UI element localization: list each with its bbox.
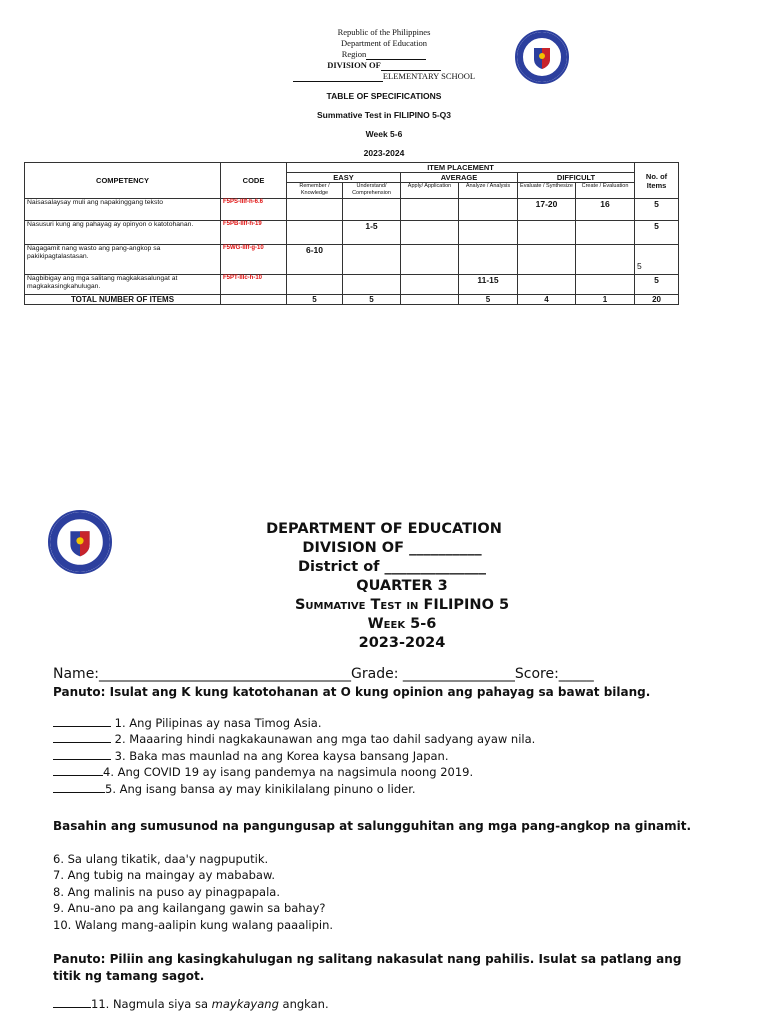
- test-part-1: [53, 684, 753, 797]
- item-count-cell: 5: [635, 221, 679, 245]
- understand-cell: [343, 275, 401, 295]
- answer-blank[interactable]: [53, 749, 111, 760]
- header-deped: DEPARTMENT OF EDUCATION: [266, 521, 502, 537]
- analyze-cell: 11-15: [459, 275, 518, 295]
- competency-cell: Nasusuri kung ang pahayag ay opinyon o katotohanan.: [25, 221, 221, 245]
- list-item: 6. Sa ulang tikatik, daa'y nagpuputik.: [53, 851, 269, 866]
- item-count-cell: 5: [635, 199, 679, 221]
- header-division: DIVISION OF: [327, 60, 381, 70]
- create-cell: [576, 245, 635, 275]
- item-count-cell: 5: [635, 245, 679, 275]
- list-item: 11. Nagmula siya sa maykayang angkan.: [53, 996, 713, 1013]
- total-label: TOTAL NUMBER OF ITEMS: [25, 295, 221, 305]
- instructions-2: Basahin ang sumusunod na pangungusap at salungguhitan ang mga pang-angkop na ginamit.: [53, 819, 692, 833]
- table-row: [25, 245, 679, 275]
- competency-cell: Nagbibigay ang mga salitang magkakasalungat at magkakasingkahulugan.: [25, 275, 221, 295]
- header-school: ELEMENTARY SCHOOL: [382, 71, 476, 81]
- list-item: 8. Ang malinis na puso ay pinagpapala.: [53, 884, 281, 899]
- region-blank: [366, 50, 426, 60]
- table-row: [25, 221, 679, 245]
- tos-subtitle: Summative Test in FILIPINO 5-Q3: [317, 110, 451, 120]
- apply-cell: [401, 221, 459, 245]
- division-blank: [381, 61, 441, 71]
- header-year: 2023-2024: [358, 635, 446, 651]
- header-region: Region: [341, 49, 367, 59]
- tos-title: TABLE OF SPECIFICATIONS: [326, 91, 442, 101]
- create-cell: [576, 275, 635, 295]
- answer-blank[interactable]: [53, 716, 111, 727]
- understand-cell: [343, 245, 401, 275]
- remember-cell: [287, 221, 343, 245]
- list-item: 1. Ang Pilipinas ay nasa Timog Asia.: [53, 715, 753, 732]
- apply-cell: [401, 199, 459, 221]
- total-items: 20: [635, 295, 679, 305]
- list-item: 3. Baka mas maunlad na ang Korea kaysa bansang Japan.: [53, 748, 753, 765]
- school-blank: [293, 72, 383, 82]
- tos-year: 2023-2024: [363, 148, 405, 158]
- evaluate-cell: [518, 275, 576, 295]
- code-cell: F5WG-IIIf-g-10: [221, 245, 287, 275]
- th-remember: Remember / Knowledge: [287, 183, 343, 199]
- tos-week: Week 5-6: [365, 129, 403, 139]
- th-competency: COMPETENCY: [25, 163, 221, 199]
- understand-cell: [343, 199, 401, 221]
- code-cell: F5PS-IIIf-h-6.6: [221, 199, 287, 221]
- tos-title-block: [0, 90, 768, 166]
- name-grade-score-line[interactable]: Name:____________________________________Grade: ________________Score:_____: [53, 666, 594, 682]
- th-no-items: No. of Items: [635, 163, 679, 199]
- test-part-3: [53, 951, 713, 1013]
- total-apply: [401, 295, 459, 305]
- apply-cell: [401, 275, 459, 295]
- answer-blank[interactable]: [53, 997, 91, 1008]
- remember-cell: [287, 199, 343, 221]
- analyze-cell: [459, 245, 518, 275]
- total-row: [25, 295, 679, 305]
- th-difficult: DIFFICULT: [518, 173, 635, 183]
- th-create: Create / Evaluation: [576, 183, 635, 199]
- th-easy: EASY: [287, 173, 401, 183]
- deped-header: [0, 27, 768, 82]
- th-analyze: Analyze / Analysis: [459, 183, 518, 199]
- header-republic: Republic of the Philippines: [337, 27, 431, 37]
- analyze-cell: [459, 221, 518, 245]
- header-quarter: QUARTER 3: [356, 578, 448, 594]
- instructions-3: Panuto: Piliin ang kasingkahulugan ng salitang nakasulat nang pahilis. Isulat sa patlang ang titik ng tamang sagot.: [53, 952, 682, 983]
- instructions-1: Panuto: Isulat ang K kung katotohanan at O kung opinion ang pahayag sa bawat bilang.: [53, 685, 651, 699]
- table-row: [25, 199, 679, 221]
- table-row: [25, 275, 679, 295]
- header-test-title: Summative Test in FILIPINO 5: [294, 597, 510, 613]
- apply-cell: [401, 245, 459, 275]
- th-understand: Understand/ Comprehension: [343, 183, 401, 199]
- italic-word: maykayang: [211, 997, 279, 1011]
- total-code-cell: [221, 295, 287, 305]
- create-cell: 16: [576, 199, 635, 221]
- header-division: DIVISION OF __________: [302, 540, 482, 556]
- table-of-specifications: [24, 162, 679, 305]
- evaluate-cell: [518, 245, 576, 275]
- answer-blank[interactable]: [53, 732, 111, 743]
- deped-seal-icon: [515, 30, 569, 84]
- total-create: 1: [576, 295, 635, 305]
- understand-cell: 1-5: [343, 221, 401, 245]
- competency-cell: Naisasalaysay muli ang napakinggang teksto: [25, 199, 221, 221]
- code-cell: F5PT-IIIc-h-10: [221, 275, 287, 295]
- test-part-2: [53, 818, 753, 933]
- total-understand: 5: [343, 295, 401, 305]
- analyze-cell: [459, 199, 518, 221]
- list-item: 4. Ang COVID 19 ay isang pandemya na nagsimula noong 2019.: [53, 764, 753, 781]
- th-evaluate: Evaluate / Synthesize: [518, 183, 576, 199]
- evaluate-cell: 17-20: [518, 199, 576, 221]
- list-item: 2. Maaaring hindi nagkakaunawan ang mga tao dahil sadyang ayaw nila.: [53, 731, 753, 748]
- list-item: 10. Walang mang-aalipin kung walang paaalipin.: [53, 917, 334, 932]
- code-cell: F5PB-IIIf-h-19: [221, 221, 287, 245]
- header-week: Week 5-6: [367, 616, 437, 632]
- remember-cell: [287, 275, 343, 295]
- remember-cell: 6-10: [287, 245, 343, 275]
- item-count-cell: 5: [635, 275, 679, 295]
- test-header: [0, 520, 768, 653]
- total-analyze: 5: [459, 295, 518, 305]
- total-remember: 5: [287, 295, 343, 305]
- th-item-placement: ITEM PLACEMENT: [287, 163, 635, 173]
- total-evaluate: 4: [518, 295, 576, 305]
- header-department: Department of Education: [341, 38, 427, 48]
- th-apply: Apply/ Application: [401, 183, 459, 199]
- answer-blank[interactable]: [53, 765, 103, 776]
- evaluate-cell: [518, 221, 576, 245]
- list-item: 9. Anu-ano pa ang kailangang gawin sa bahay?: [53, 901, 326, 915]
- list-item: 5. Ang isang bansa ay may kinikilalang pinuno o lider.: [53, 781, 753, 798]
- th-code: CODE: [221, 163, 287, 199]
- header-district: District of ______________: [297, 559, 487, 575]
- create-cell: [576, 221, 635, 245]
- competency-cell: Nagagamit nang wasto ang pang-angkop sa pakikipagtalastasan.: [25, 245, 221, 275]
- list-item: 7. Ang tubig na maingay ay mababaw.: [53, 868, 275, 882]
- answer-blank[interactable]: [53, 782, 105, 793]
- th-average: AVERAGE: [401, 173, 518, 183]
